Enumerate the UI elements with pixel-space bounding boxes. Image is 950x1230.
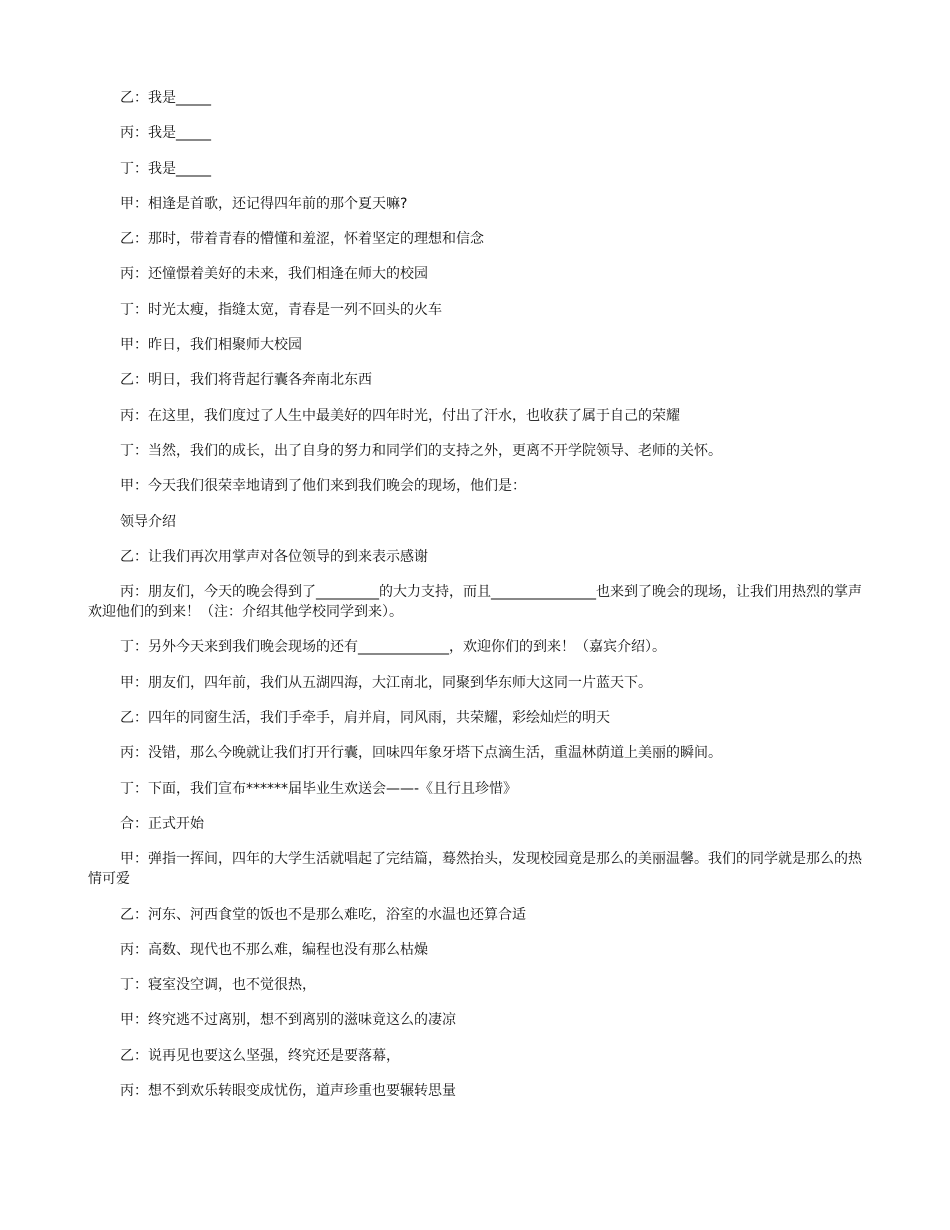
- paragraph: 丁：时光太瘦，指缝太宽，青春是一列不回头的火车: [120, 301, 442, 318]
- section-heading: 领导介绍: [120, 513, 176, 530]
- paragraph: 甲：今天我们很荣幸地请到了他们来到我们晚会的现场，他们是：: [120, 478, 526, 495]
- paragraph: 丙：还憧憬着美好的未来，我们相逢在师大的校园: [120, 266, 428, 283]
- paragraph: 甲：弹指一挥间，四年的大学生活就唱起了完结篇，蓦然抬头，发现校园竟是那么的美丽温馨。我们的同学就是那么的热情可爱: [88, 851, 862, 888]
- paragraph: 丙：想不到欢乐转眼变成忧伤，道声珍重也要辗转思量: [120, 1083, 456, 1100]
- paragraph: 乙：我是_____: [120, 90, 211, 106]
- paragraph: 甲：朋友们，四年前，我们从五湖四海，大江南北，同聚到华东师大这同一片蓝天下。: [120, 674, 652, 691]
- paragraph: 乙：明日，我们将背起行囊各奔南北东西: [120, 372, 372, 389]
- paragraph: 丁：我是_____: [120, 160, 211, 177]
- document-body: [88, 88, 868, 1116]
- paragraph: 甲：昨日，我们相聚师大校园: [120, 337, 302, 354]
- paragraph: 丁：当然，我们的成长，出了自身的努力和同学们的支持之外，更离不开学院领导、老师的关怀。: [120, 442, 722, 459]
- paragraph: 丁：另外今天来到我们晚会现场的还有_____________，欢迎你们的到来！（嘉宾介绍）。: [120, 639, 666, 656]
- paragraph: 丁：寝室没空调，也不觉很热，: [120, 977, 316, 994]
- paragraph: 丙：我是_____: [120, 125, 211, 142]
- paragraph: 甲：相逢是首歌，还记得四年前的那个夏天嘛?: [120, 195, 408, 212]
- paragraph: 丙：朋友们，今天的晚会得到了_________的大力支持，而且_______________也来到了晚会的现场，让我们用热烈的掌声欢迎他们的到来！（注：介绍其他学校同学到来）。: [88, 584, 862, 621]
- paragraph: 乙：河东、河西食堂的饭也不是那么难吃，浴室的水温也还算合适: [120, 906, 526, 923]
- paragraph: 丁：下面，我们宣布******届毕业生欢送会——-《且行且珍惜》: [120, 780, 518, 797]
- paragraph: 乙：四年的同窗生活，我们手牵手，肩并肩，同风雨，共荣耀，彩绘灿烂的明天: [120, 710, 610, 727]
- paragraph: 丙：高数、现代也不那么难，编程也没有那么枯燥: [120, 941, 428, 958]
- paragraph: 合：正式开始: [120, 815, 204, 832]
- paragraph: 丙：没错，那么今晚就让我们打开行囊，回味四年象牙塔下点滴生活，重温林荫道上美丽的瞬间。: [120, 745, 722, 762]
- paragraph: 甲：终究逃不过离别，想不到离别的滋味竟这么的凄凉: [120, 1012, 456, 1029]
- paragraph: 乙：那时，带着青春的懵懂和羞涩，怀着坚定的理想和信念: [120, 231, 484, 248]
- paragraph: 乙：让我们再次用掌声对各位领导的到来表示感谢: [120, 548, 428, 565]
- paragraph: 丙：在这里，我们度过了人生中最美好的四年时光，付出了汗水，也收获了属于自己的荣耀: [120, 407, 680, 424]
- paragraph: 乙：说再见也要这么坚强，终究还是要落幕，: [120, 1047, 400, 1064]
